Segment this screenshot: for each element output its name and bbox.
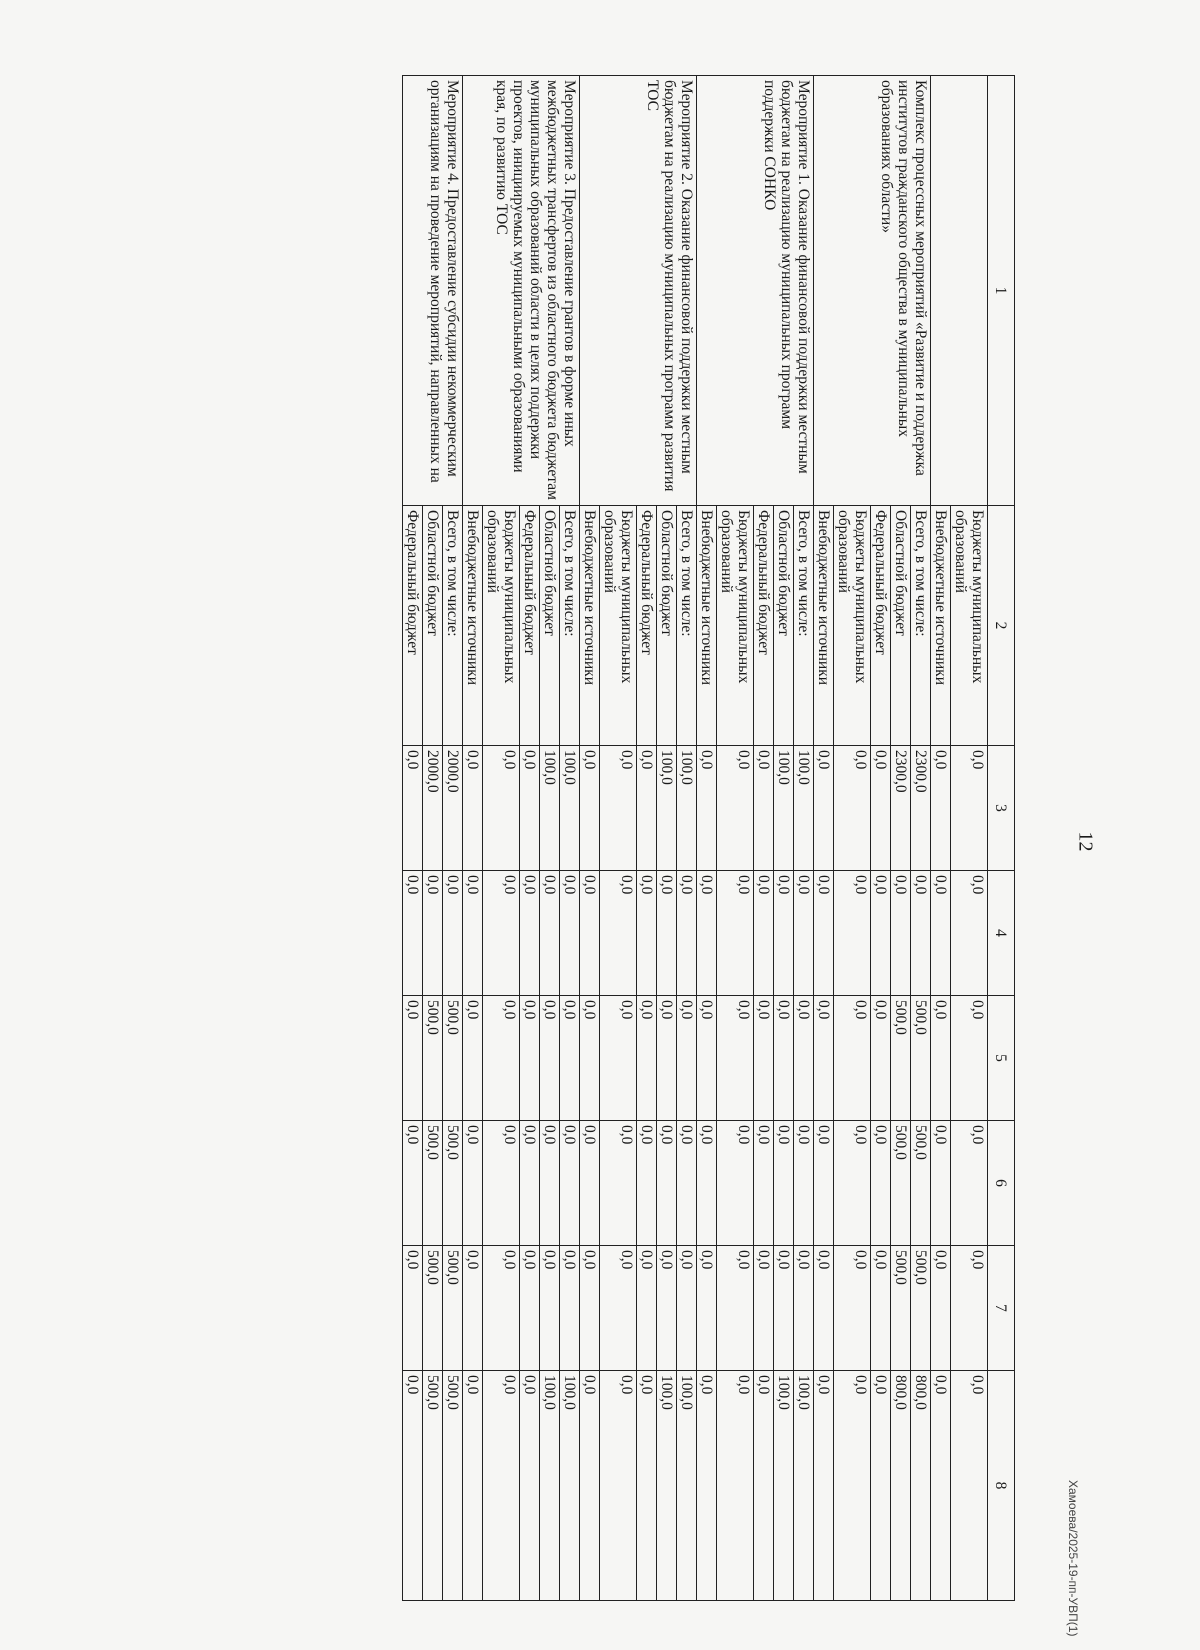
program-title-cell: Мероприятие 4. Предоставление субсидии некоммерческим организациям на проведение мероприятий, направленных на xyxy=(403,76,463,506)
funding-source-cell: Федеральный бюджет xyxy=(871,506,891,746)
amount-cell: 0,0 xyxy=(540,1246,560,1371)
amount-cell: 0,0 xyxy=(463,996,483,1121)
amount-cell: 0,0 xyxy=(794,1246,814,1371)
amount-cell: 0,0 xyxy=(403,746,423,871)
amount-cell: 0,0 xyxy=(403,1371,423,1601)
table-row xyxy=(794,76,814,1601)
amount-cell: 0,0 xyxy=(834,1371,871,1601)
program-title-cell xyxy=(931,76,988,506)
table-header-row xyxy=(988,76,1015,1601)
amount-cell: 0,0 xyxy=(637,746,657,871)
amount-cell: 500,0 xyxy=(423,1121,443,1246)
amount-cell: 0,0 xyxy=(794,871,814,996)
page-number: 12 xyxy=(1074,831,1097,852)
amount-cell: 0,0 xyxy=(520,1121,540,1246)
column-header: 2 xyxy=(988,506,1015,746)
amount-cell: 0,0 xyxy=(834,746,871,871)
funding-source-cell: Всего, в том числе: xyxy=(677,506,697,746)
amount-cell: 0,0 xyxy=(483,1121,520,1246)
amount-cell: 0,0 xyxy=(560,996,580,1121)
program-title-cell: Комплекс процессных мероприятий «Развитие и поддержка институтов гражданского общества в муниципальных образованиях области» xyxy=(814,76,931,506)
amount-cell: 0,0 xyxy=(871,871,891,996)
amount-cell: 0,0 xyxy=(814,1371,834,1601)
funding-source-cell: Федеральный бюджет xyxy=(403,506,423,746)
amount-cell: 0,0 xyxy=(483,1246,520,1371)
amount-cell: 0,0 xyxy=(637,871,657,996)
amount-cell: 0,0 xyxy=(951,1121,988,1246)
amount-cell: 0,0 xyxy=(794,996,814,1121)
amount-cell: 0,0 xyxy=(814,1246,834,1371)
amount-cell: 0,0 xyxy=(717,746,754,871)
amount-cell: 0,0 xyxy=(931,1246,951,1371)
amount-cell: 100,0 xyxy=(540,1371,560,1601)
amount-cell: 0,0 xyxy=(677,1121,697,1246)
amount-cell: 2300,0 xyxy=(911,746,931,871)
amount-cell: 0,0 xyxy=(717,1246,754,1371)
amount-cell: 500,0 xyxy=(891,1246,911,1371)
funding-source-cell: Бюджеты муниципальных образований xyxy=(834,506,871,746)
funding-source-cell: Бюджеты муниципальных образований xyxy=(483,506,520,746)
amount-cell: 0,0 xyxy=(891,871,911,996)
amount-cell: 0,0 xyxy=(871,1371,891,1601)
amount-cell: 0,0 xyxy=(717,871,754,996)
amount-cell: 0,0 xyxy=(657,1246,677,1371)
funding-source-cell: Областной бюджет xyxy=(657,506,677,746)
amount-cell: 0,0 xyxy=(717,1121,754,1246)
column-header: 8 xyxy=(988,1371,1015,1601)
amount-cell: 0,0 xyxy=(717,1371,754,1601)
amount-cell: 0,0 xyxy=(677,1246,697,1371)
amount-cell: 0,0 xyxy=(754,871,774,996)
amount-cell: 0,0 xyxy=(483,746,520,871)
amount-cell: 500,0 xyxy=(911,1121,931,1246)
amount-cell: 0,0 xyxy=(600,1246,637,1371)
amount-cell: 2000,0 xyxy=(443,746,463,871)
amount-cell: 100,0 xyxy=(774,746,794,871)
column-header: 7 xyxy=(988,1246,1015,1371)
amount-cell: 0,0 xyxy=(403,1246,423,1371)
amount-cell: 0,0 xyxy=(657,996,677,1121)
amount-cell: 0,0 xyxy=(814,1121,834,1246)
amount-cell: 0,0 xyxy=(931,1121,951,1246)
amount-cell: 0,0 xyxy=(774,996,794,1121)
amount-cell: 500,0 xyxy=(443,1121,463,1246)
amount-cell: 0,0 xyxy=(540,996,560,1121)
table-row xyxy=(560,76,580,1601)
amount-cell: 0,0 xyxy=(540,1121,560,1246)
amount-cell: 0,0 xyxy=(814,871,834,996)
amount-cell: 0,0 xyxy=(483,996,520,1121)
amount-cell: 0,0 xyxy=(871,1246,891,1371)
amount-cell: 0,0 xyxy=(463,871,483,996)
funding-source-cell: Федеральный бюджет xyxy=(637,506,657,746)
amount-cell: 0,0 xyxy=(871,1121,891,1246)
amount-cell: 500,0 xyxy=(911,1246,931,1371)
amount-cell: 0,0 xyxy=(637,1121,657,1246)
amount-cell: 0,0 xyxy=(677,871,697,996)
amount-cell: 800,0 xyxy=(911,1371,931,1601)
program-title-cell: Мероприятие 3. Предоставление грантов в форме иных межбюджетных трансфертов из областного бюджета бюджетам муниципальных образований области в целях поддержки проектов, инициируемых муниципальными образованиями края, по развитию ТОС xyxy=(463,76,580,506)
amount-cell: 0,0 xyxy=(637,1371,657,1601)
program-title-cell: Мероприятие 2. Оказание финансовой поддержки местным бюджетам на реализацию муниципальных программ развития ТОС xyxy=(580,76,697,506)
amount-cell: 0,0 xyxy=(697,746,717,871)
amount-cell: 0,0 xyxy=(931,1371,951,1601)
amount-cell: 0,0 xyxy=(871,996,891,1121)
amount-cell: 0,0 xyxy=(697,871,717,996)
amount-cell: 0,0 xyxy=(520,996,540,1121)
amount-cell: 500,0 xyxy=(423,1371,443,1601)
amount-cell: 0,0 xyxy=(754,746,774,871)
amount-cell: 500,0 xyxy=(423,996,443,1121)
funding-source-cell: Бюджеты муниципальных образований xyxy=(951,506,988,746)
amount-cell: 0,0 xyxy=(931,996,951,1121)
amount-cell: 0,0 xyxy=(754,1121,774,1246)
amount-cell: 0,0 xyxy=(600,996,637,1121)
amount-cell: 0,0 xyxy=(637,1246,657,1371)
amount-cell: 500,0 xyxy=(891,996,911,1121)
amount-cell: 0,0 xyxy=(463,1371,483,1601)
amount-cell: 100,0 xyxy=(560,1371,580,1601)
funding-source-cell: Всего, в том числе: xyxy=(911,506,931,746)
amount-cell: 0,0 xyxy=(600,1121,637,1246)
amount-cell: 0,0 xyxy=(580,871,600,996)
amount-cell: 0,0 xyxy=(520,1246,540,1371)
amount-cell: 0,0 xyxy=(754,996,774,1121)
amount-cell: 0,0 xyxy=(814,996,834,1121)
amount-cell: 0,0 xyxy=(834,1121,871,1246)
amount-cell: 0,0 xyxy=(774,1246,794,1371)
amount-cell: 0,0 xyxy=(540,871,560,996)
amount-cell: 0,0 xyxy=(520,746,540,871)
funding-source-cell: Областной бюджет xyxy=(774,506,794,746)
amount-cell: 0,0 xyxy=(871,746,891,871)
amount-cell: 2300,0 xyxy=(891,746,911,871)
amount-cell: 0,0 xyxy=(931,746,951,871)
funding-source-cell: Бюджеты муниципальных образований xyxy=(600,506,637,746)
amount-cell: 0,0 xyxy=(403,996,423,1121)
amount-cell: 0,0 xyxy=(931,871,951,996)
amount-cell: 0,0 xyxy=(697,1246,717,1371)
amount-cell: 0,0 xyxy=(697,996,717,1121)
amount-cell: 0,0 xyxy=(483,1371,520,1601)
amount-cell: 0,0 xyxy=(717,996,754,1121)
column-header: 3 xyxy=(988,746,1015,871)
funding-source-cell: Внебюджетные источники xyxy=(580,506,600,746)
column-header: 6 xyxy=(988,1121,1015,1246)
funding-source-cell: Бюджеты муниципальных образований xyxy=(717,506,754,746)
funding-source-cell: Внебюджетные источники xyxy=(463,506,483,746)
amount-cell: 100,0 xyxy=(677,1371,697,1601)
funding-source-cell: Федеральный бюджет xyxy=(754,506,774,746)
amount-cell: 0,0 xyxy=(834,996,871,1121)
funding-source-cell: Областной бюджет xyxy=(540,506,560,746)
table-row xyxy=(911,76,931,1601)
amount-cell: 0,0 xyxy=(600,871,637,996)
amount-cell: 0,0 xyxy=(911,871,931,996)
amount-cell: 0,0 xyxy=(600,1371,637,1601)
table-row xyxy=(677,76,697,1601)
amount-cell: 500,0 xyxy=(423,1246,443,1371)
funding-source-cell: Областной бюджет xyxy=(891,506,911,746)
table-body xyxy=(403,76,988,1601)
amount-cell: 500,0 xyxy=(911,996,931,1121)
amount-cell: 100,0 xyxy=(794,1371,814,1601)
amount-cell: 0,0 xyxy=(520,1371,540,1601)
amount-cell: 0,0 xyxy=(794,1121,814,1246)
amount-cell: 0,0 xyxy=(580,1121,600,1246)
amount-cell: 100,0 xyxy=(794,746,814,871)
amount-cell: 0,0 xyxy=(403,1121,423,1246)
funding-source-cell: Внебюджетные источники xyxy=(697,506,717,746)
amount-cell: 0,0 xyxy=(697,1371,717,1601)
column-header: 1 xyxy=(988,76,1015,506)
amount-cell: 0,0 xyxy=(754,1371,774,1601)
column-header: 4 xyxy=(988,871,1015,996)
amount-cell: 100,0 xyxy=(774,1371,794,1601)
amount-cell: 500,0 xyxy=(891,1121,911,1246)
amount-cell: 0,0 xyxy=(754,1246,774,1371)
funding-source-cell: Всего, в том числе: xyxy=(443,506,463,746)
funding-source-cell: Областной бюджет xyxy=(423,506,443,746)
amount-cell: 100,0 xyxy=(657,1371,677,1601)
amount-cell: 100,0 xyxy=(560,746,580,871)
amount-cell: 100,0 xyxy=(657,746,677,871)
amount-cell: 2000,0 xyxy=(423,746,443,871)
amount-cell: 500,0 xyxy=(443,1246,463,1371)
amount-cell: 0,0 xyxy=(560,1246,580,1371)
amount-cell: 0,0 xyxy=(423,871,443,996)
table-row xyxy=(951,76,988,1601)
amount-cell: 0,0 xyxy=(560,1121,580,1246)
budget-table xyxy=(402,75,1015,1601)
amount-cell: 0,0 xyxy=(463,1246,483,1371)
funding-source-cell: Внебюджетные источники xyxy=(931,506,951,746)
amount-cell: 0,0 xyxy=(951,1371,988,1601)
funding-source-cell: Федеральный бюджет xyxy=(520,506,540,746)
table-row xyxy=(443,76,463,1601)
amount-cell: 0,0 xyxy=(834,1246,871,1371)
amount-cell: 0,0 xyxy=(951,1246,988,1371)
amount-cell: 500,0 xyxy=(443,1371,463,1601)
amount-cell: 0,0 xyxy=(403,871,423,996)
amount-cell: 0,0 xyxy=(951,746,988,871)
document-footer-code: Хамоева/2025-19-пп-УВП(1) xyxy=(1066,1480,1080,1637)
amount-cell: 0,0 xyxy=(520,871,540,996)
amount-cell: 100,0 xyxy=(540,746,560,871)
funding-source-cell: Всего, в том числе: xyxy=(560,506,580,746)
amount-cell: 0,0 xyxy=(600,746,637,871)
amount-cell: 0,0 xyxy=(657,1121,677,1246)
amount-cell: 0,0 xyxy=(814,746,834,871)
amount-cell: 0,0 xyxy=(774,871,794,996)
amount-cell: 0,0 xyxy=(580,996,600,1121)
amount-cell: 0,0 xyxy=(697,1121,717,1246)
column-header: 5 xyxy=(988,996,1015,1121)
amount-cell: 0,0 xyxy=(463,1121,483,1246)
amount-cell: 500,0 xyxy=(443,996,463,1121)
amount-cell: 0,0 xyxy=(657,871,677,996)
amount-cell: 0,0 xyxy=(443,871,463,996)
program-title-cell: Мероприятие 1. Оказание финансовой поддержки местным бюджетам на реализацию муниципальных программ поддержки СОНКО xyxy=(697,76,814,506)
amount-cell: 100,0 xyxy=(677,746,697,871)
amount-cell: 0,0 xyxy=(560,871,580,996)
amount-cell: 0,0 xyxy=(580,746,600,871)
amount-cell: 0,0 xyxy=(774,1121,794,1246)
funding-source-cell: Всего, в том числе: xyxy=(794,506,814,746)
amount-cell: 0,0 xyxy=(483,871,520,996)
amount-cell: 0,0 xyxy=(951,871,988,996)
amount-cell: 0,0 xyxy=(580,1246,600,1371)
amount-cell: 0,0 xyxy=(951,996,988,1121)
amount-cell: 0,0 xyxy=(834,871,871,996)
amount-cell: 0,0 xyxy=(463,746,483,871)
amount-cell: 800,0 xyxy=(891,1371,911,1601)
amount-cell: 0,0 xyxy=(580,1371,600,1601)
funding-source-cell: Внебюджетные источники xyxy=(814,506,834,746)
amount-cell: 0,0 xyxy=(637,996,657,1121)
amount-cell: 0,0 xyxy=(677,996,697,1121)
budget-table-container xyxy=(115,75,1015,1600)
